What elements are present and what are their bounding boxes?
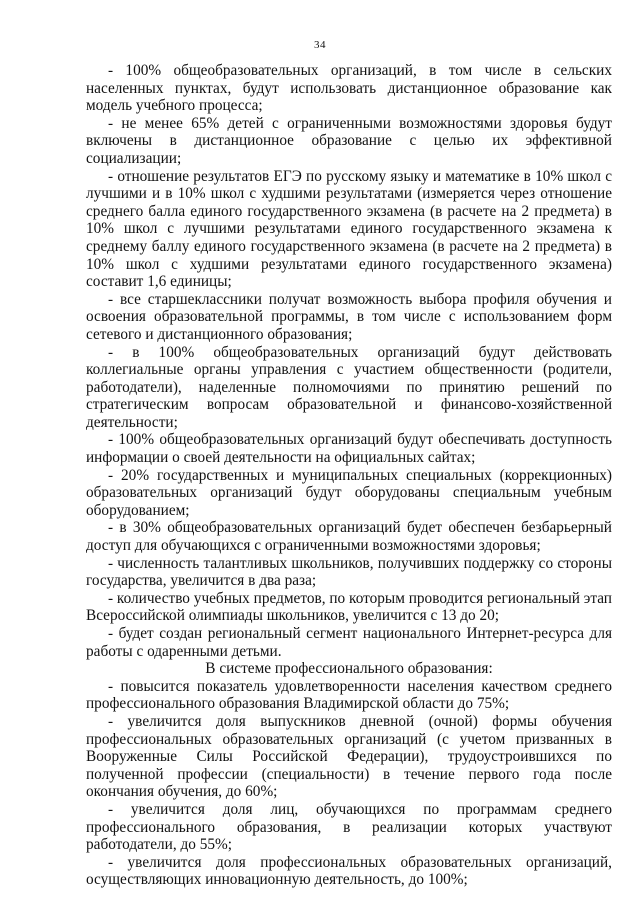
paragraph: - 100% общеобразовательных организаций, в том числе в сельских населенных пунктах, будут использовать дистанционное образование как модель учебного процесса; bbox=[86, 62, 612, 115]
paragraph: - будет создан региональный сегмент национального Интернет-ресурса для работы с одаренными детьми. bbox=[86, 625, 612, 660]
paragraph: - увеличится доля выпускников дневной (очной) формы обучения профессиональных образовательных организаций (с учетом призванных в Вооруженные Силы Российской Федерации), трудоустроившихся по полученной профессии (специальности) в течение первого года после окончания обучения, до 60%; bbox=[86, 712, 612, 801]
section-heading: В системе профессионального образования: bbox=[205, 660, 493, 678]
paragraph: - все старшеклассники получат возможность выбора профиля обучения и освоения образовательной программы, в том числе с использованием форм сетевого и дистанционного образования; bbox=[86, 290, 612, 343]
document-body bbox=[86, 62, 612, 889]
paragraph: - повысится показатель удовлетворенности населения качеством среднего профессионального образования Владимирской области до 75%; bbox=[86, 677, 612, 713]
paragraph: - в 30% общеобразовательных организаций будет обеспечен безбарьерный доступ для обучающихся с ограниченными возможностями здоровья; bbox=[86, 519, 612, 555]
paragraph: - не менее 65% детей с ограниченными возможностями здоровья будут включены в дистанционное образование с целью их эффективной социализации; bbox=[86, 114, 612, 167]
paragraph: - количество учебных предметов, по которым проводится региональный этап Всероссийской олимпиады школьников, увеличится с 13 до 20; bbox=[86, 589, 612, 625]
page-number: 34 bbox=[314, 39, 326, 51]
paragraph: - увеличится доля профессиональных образовательных организаций, осуществляющих инновационную деятельность, до 100%; bbox=[86, 853, 612, 889]
paragraph: - 20% государственных и муниципальных специальных (коррекционных) образовательных организаций будут оборудованы специальным учебным оборудованием; bbox=[86, 466, 612, 519]
paragraph: - в 100% общеобразовательных организаций будут действовать коллегиальные органы управления с участием общественности (родители, работодатели), наделенные полномочиями по принятию решений по стратегическим вопросам образовательной и финансово-хозяйственной деятельности; bbox=[86, 343, 612, 431]
paragraph: - 100% общеобразовательных организаций будут обеспечивать доступность информации о своей деятельности на официальных сайтах; bbox=[86, 431, 612, 467]
paragraph: - увеличится доля лиц, обучающихся по программам среднего профессионального образования, в реализации которых участвуют работодатели, до 55%; bbox=[86, 800, 612, 854]
paragraph: - численность талантливых школьников, получивших поддержку со стороны государства, увеличится в два раза; bbox=[86, 554, 612, 590]
paragraph: - отношение результатов ЕГЭ по русскому языку и математике в 10% школ с лучшими и в 10% школ с худшими результатами (измеряется через отношение среднего балла единого государственного экзамена (в расчете на 2 предмета) в 10% школ с лучшими результатами единого государственного экзамена к среднему баллу единого государственного экзамена (в расчете на 2 предмета) в 10% школ с худшими результатами единого государственного экзамена) составит 1,6 единицы; bbox=[86, 167, 612, 291]
